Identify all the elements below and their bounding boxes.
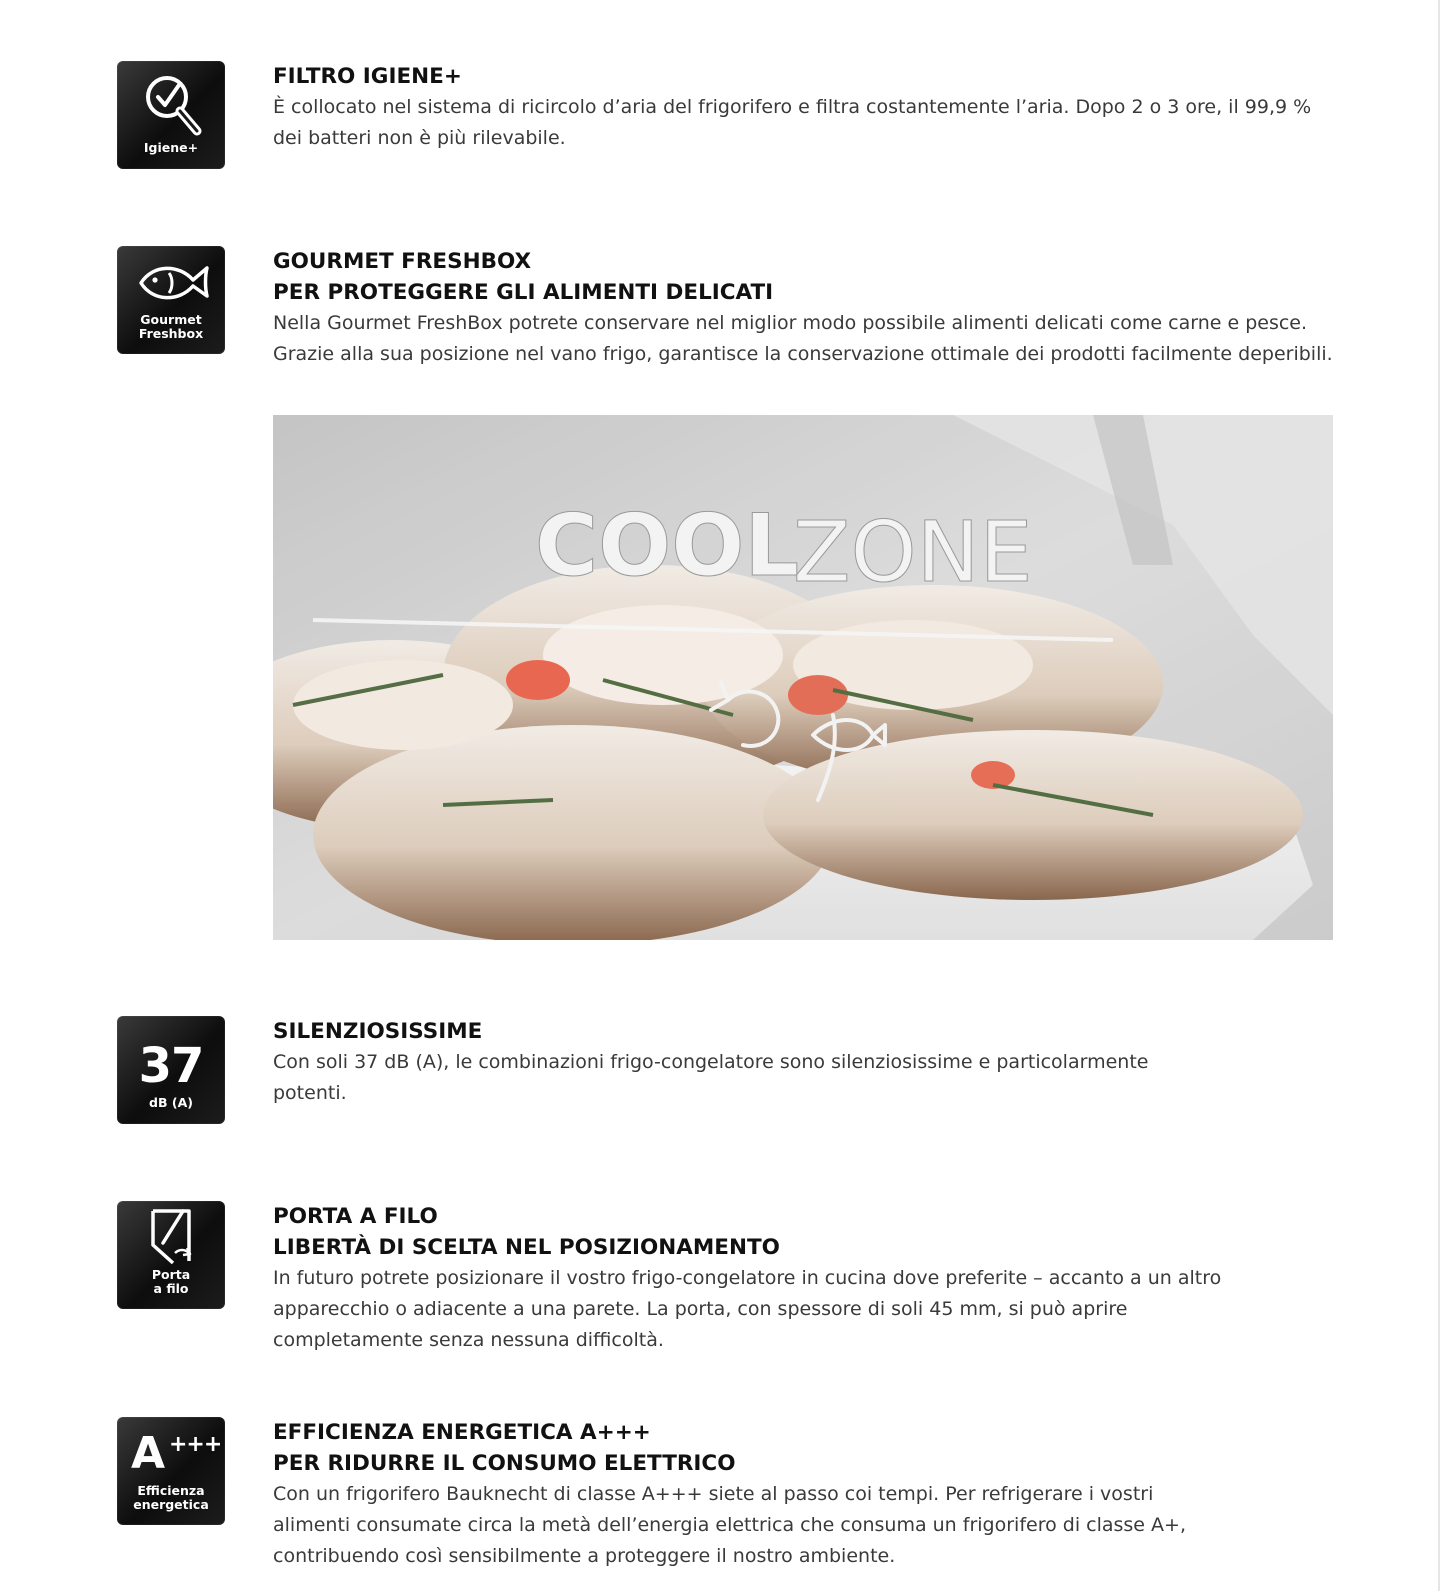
gourmet-text <box>273 246 1333 370</box>
efficienza-text <box>273 1417 1333 1572</box>
porta-title: PORTA A FILO <box>273 1204 438 1229</box>
porta-description: In futuro potrete posizionare il vostro frigo-congelatore in cucina dove preferite – accanto a un altro apparecchio o adiacente a una parete. La porta, con spessore di soli 45 mm, si può aprire completamente senza nessuna difficoltà. <box>273 1267 1222 1351</box>
efficienza-title: EFFICIENZA ENERGETICA A+++ <box>273 1420 651 1445</box>
porta-badge-caption: Porta a filo <box>151 1267 191 1296</box>
energy-badge-letter: A <box>131 1428 166 1479</box>
energy-badge-caption: Efficienza energetica <box>133 1483 209 1512</box>
energy-badge <box>117 1417 225 1525</box>
porta-subtitle: LIBERTÀ DI SCELTA NEL POSIZIONAMENTO <box>273 1235 780 1260</box>
decibel-badge-number: 37 <box>138 1038 204 1094</box>
decibel-badge <box>117 1016 225 1124</box>
energy-badge-plus: +++ <box>169 1432 222 1457</box>
gourmet-subtitle: PER PROTEGGERE GLI ALIMENTI DELICATI <box>273 280 774 305</box>
gourmet-title: GOURMET FRESHBOX <box>273 249 532 274</box>
efficienza-description: Con un frigorifero Bauknecht di classe A+++ siete al passo coi tempi. Per refrigerare i vostri alimenti consumate circa la metà dell’energia elettrica che consuma un frigorifero di classe A+, contribuendo così sensibilmente a proteggere il nostro ambiente. <box>273 1483 1186 1567</box>
gourmet-badge-caption: Gourmet Freshbox <box>138 312 204 341</box>
silenziosissime-text <box>273 1016 1333 1109</box>
gourmet-description: Nella Gourmet FreshBox potrete conservare nel miglior modo possibile alimenti delicati come carne e pesce. Grazie alla sua posizione nel vano frigo, garantisce la conservazione ottimale dei prodotti facilmente deperibili. <box>273 312 1333 365</box>
igiene-title: FILTRO IGIENE+ <box>273 64 462 89</box>
decibel-badge-caption: dB (A) <box>149 1095 193 1110</box>
silenziosissime-title: SILENZIOSISSIME <box>273 1019 483 1044</box>
igiene-badge-caption: Igiene+ <box>143 140 199 155</box>
silenziosissime-description: Con soli 37 dB (A), le combinazioni frigo-congelatore sono silenziosissime e particolarmente potenti. <box>273 1051 1149 1104</box>
porta-badge <box>117 1201 225 1309</box>
coolzone-photo <box>273 415 1333 940</box>
photo-label-light: ZONE <box>793 503 1033 601</box>
igiene-badge <box>117 61 225 169</box>
efficienza-subtitle: PER RIDURRE IL CONSUMO ELETTRICO <box>273 1451 736 1476</box>
photo-label-bold: COOL <box>535 496 800 596</box>
gourmet-badge <box>117 246 225 354</box>
igiene-text <box>273 61 1333 154</box>
porta-text <box>273 1201 1333 1356</box>
igiene-description: È collocato nel sistema di ricircolo d’aria del frigorifero e filtra costantemente l’aria. Dopo 2 o 3 ore, il 99,9 % dei batteri non è più rilevabile. <box>273 96 1312 149</box>
